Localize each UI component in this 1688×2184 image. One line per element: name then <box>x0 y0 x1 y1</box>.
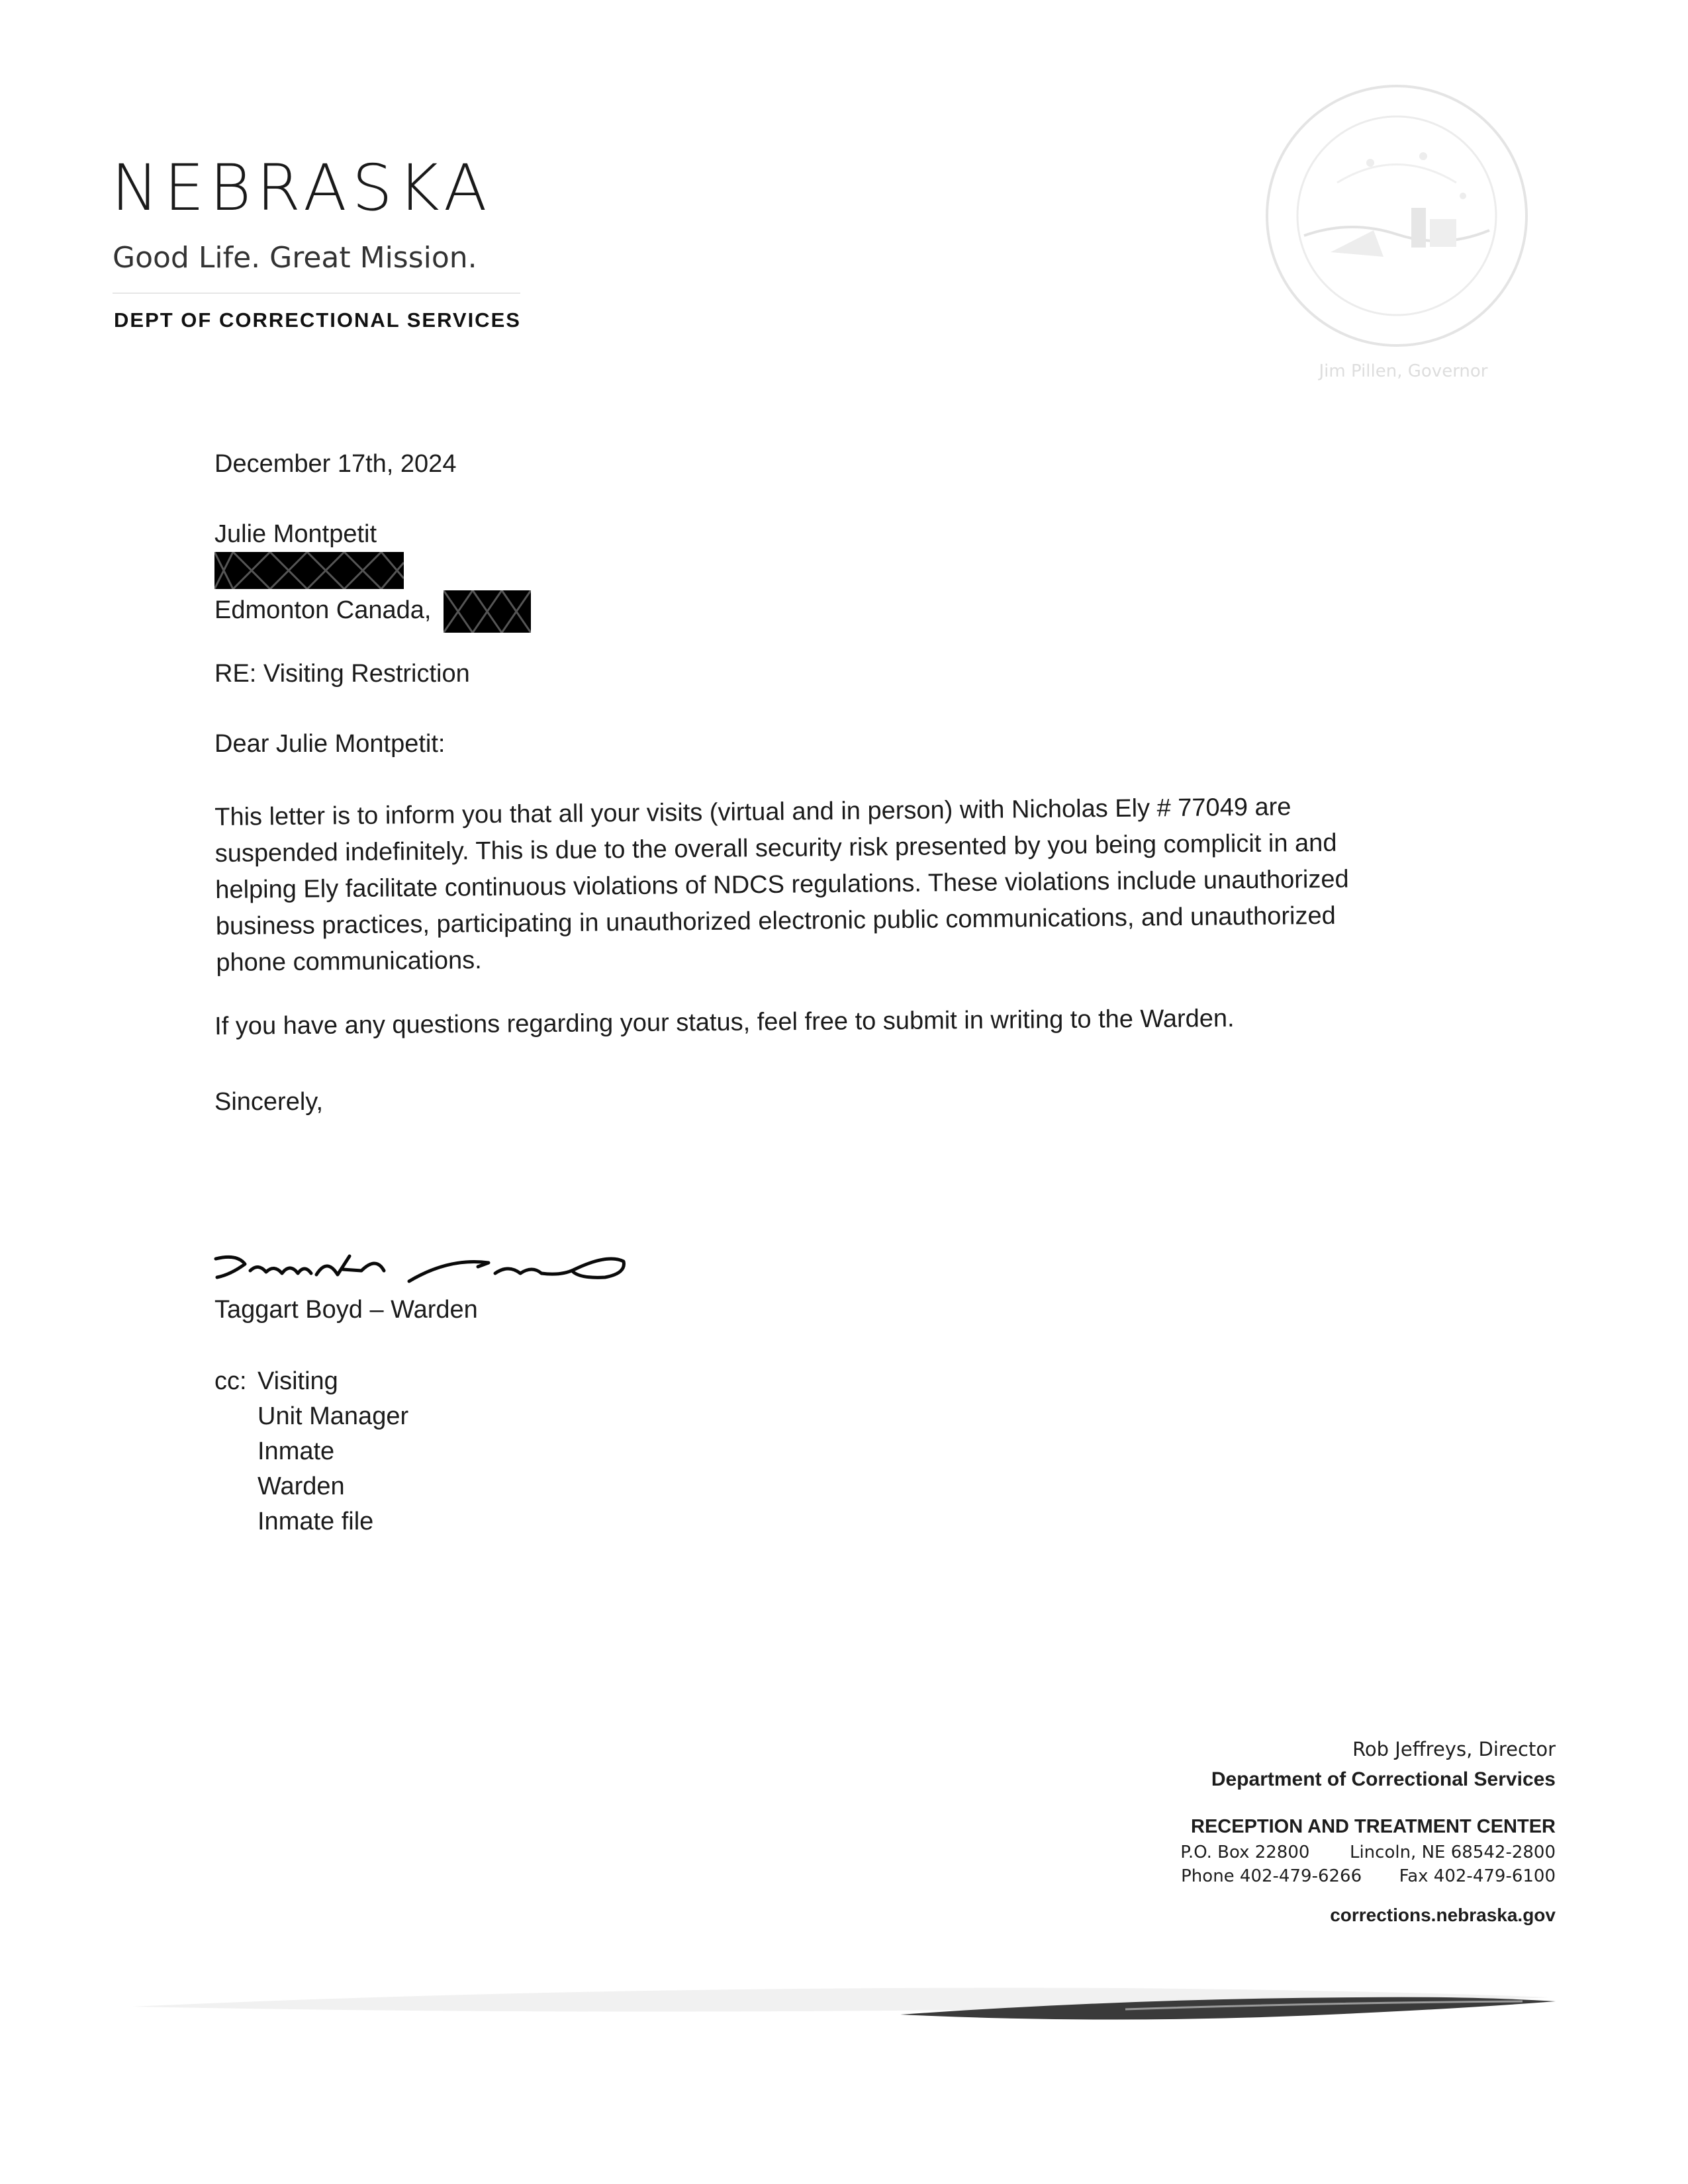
nebraska-wordmark: NEBRASKA <box>111 151 492 225</box>
footer-fax: Fax 402-479-6100 <box>1399 1866 1556 1886</box>
cc-item: Inmate <box>258 1437 335 1465</box>
cc-item: Warden <box>258 1473 345 1500</box>
footer-website: corrections.nebraska.gov <box>1330 1905 1556 1925</box>
footer-contact-row <box>960 1866 1556 1886</box>
department-heading: DEPT OF CORRECTIONAL SERVICES <box>114 308 521 332</box>
footer-department: Department of Correctional Services <box>1211 1768 1556 1790</box>
salutation: Dear Julie Montpetit: <box>214 730 445 758</box>
body-line: suspended indefinitely. This is due to the overall security risk presented by you being complicit in and <box>214 829 1337 868</box>
footer-facility: RECEPTION AND TREATMENT CENTER <box>1191 1816 1556 1837</box>
header-divider <box>113 293 520 294</box>
recipient-city-line <box>214 590 531 633</box>
body-paragraph <box>214 788 1448 981</box>
re-line: RE: Visiting Restriction <box>214 660 470 688</box>
footer-director: Rob Jeffreys, Director <box>1352 1738 1556 1760</box>
body-line: This letter is to inform you that all your visits (virtual and in person) with Nicholas Ely # 77049 are <box>214 793 1291 831</box>
letter-date: December 17th, 2024 <box>214 450 457 478</box>
footer-swoosh <box>0 1959 1688 2038</box>
sign-off: Sincerely, <box>214 1088 324 1116</box>
cc-item: Inmate file <box>258 1508 374 1535</box>
cc-item: Unit Manager <box>258 1402 409 1430</box>
redaction-bar <box>214 552 404 589</box>
footer-city: Lincoln, NE 68542-2800 <box>1349 1843 1556 1862</box>
postal-code-redaction <box>444 590 531 633</box>
body-line: business practices, participating in unauthorized electronic public communications, and unauthorized <box>215 901 1336 940</box>
seal-caption: Jim Pillen, Governor <box>1319 361 1488 381</box>
footer-po-box: P.O. Box 22800 <box>1180 1843 1310 1862</box>
footer-phone: Phone 402-479-6266 <box>1181 1866 1362 1886</box>
state-seal-icon <box>1258 83 1536 368</box>
closing-note: If you have any questions regarding your status, feel free to submit in writing to the Warden. <box>214 1004 1235 1040</box>
body-line: phone communications. <box>216 946 482 977</box>
recipient-address-redaction <box>214 552 404 589</box>
state-tagline: Good Life. Great Mission. <box>113 241 477 275</box>
recipient-name: Julie Montpetit <box>214 520 377 548</box>
signer-name: Taggart Boyd – Warden <box>214 1296 478 1324</box>
body-line: helping Ely facilitate continuous violations of NDCS regulations. These violations include unauthorized <box>215 865 1349 904</box>
warden-signature <box>211 1244 634 1297</box>
recipient-city: Edmonton Canada, <box>214 596 432 625</box>
cc-item: Visiting <box>258 1367 338 1395</box>
footer-address-row <box>960 1843 1556 1862</box>
cc-label: cc: <box>214 1367 247 1395</box>
